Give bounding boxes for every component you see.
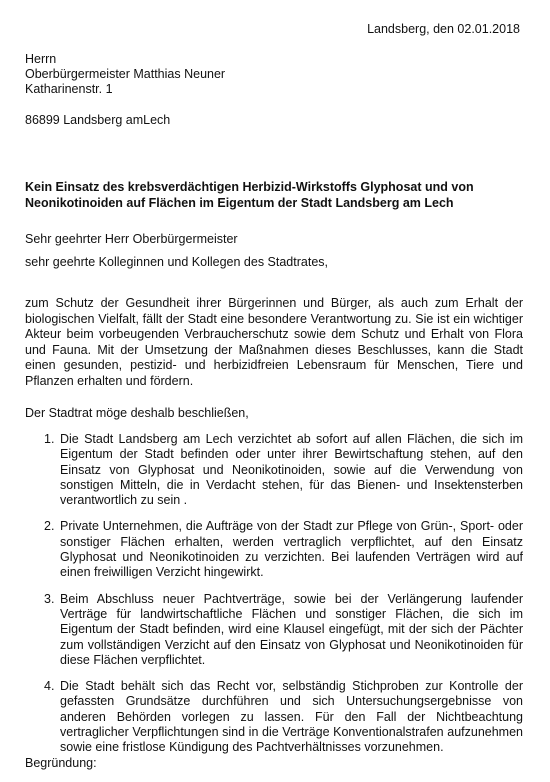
intro-paragraph: zum Schutz der Gesundheit ihrer Bürgerinnen und Bürger, als auch zum Erhalt der biologischen Vielfalt, fällt der Stadt eine besondere Verantwortung zu. Sie ist ein wichtiger Akteur beim vorbeugenden Verbraucherschutz sowie dem Schutz und Erhalt von Flora und Fauna. Mit der Umsetzung der Maßnahmen dieses Beschlusses, kann die Stadt einen gesunden, pestizid- und herbizidfreien Lebensraum für Menschen, Tiere und Pflanzen erhalten und fördern. <box>25 296 523 388</box>
recipient-name: Oberbürgermeister Matthias Neuner <box>25 67 226 81</box>
list-item <box>44 432 523 508</box>
list-item <box>44 592 523 668</box>
item-number: 4. <box>44 679 55 694</box>
place-date: Landsberg, den 02.01.2018 <box>367 22 520 36</box>
justification-heading: Begründung: <box>25 756 97 770</box>
recipient-address <box>25 52 225 128</box>
resolution-intro: Der Stadtrat möge deshalb beschließen, <box>25 406 249 420</box>
recipient-title: Herrn <box>25 52 57 66</box>
recipient-city: 86899 Landsberg amLech <box>25 113 171 127</box>
item-number: 2. <box>44 519 55 534</box>
item-text: Die Stadt Landsberg am Lech verzichtet ab sofort auf allen Flächen, die sich im Eigentum der Stadt befinden oder unter ihrer Bewirtschaftung stehen, auf den Einsatz von Glyphosat und Neonikotinoiden, sowie auf die Verwendung von sonstigen Mitteln, die in Verdacht stehen, für das Bienen- und Insektensterben verantwortlich zu sein . <box>60 432 523 508</box>
item-text: Die Stadt behält sich das Recht vor, selbständig Stichproben zur Kontrolle der gefassten Grundsätze durchführen und sich Untersuchungsergebnisse von anderen Behörden vorlegen zu lassen. Für den Fall der Nichtbeachtung vertraglicher Verpflichtungen sind in die Verträge Konventionalstrafen aufzunehmen sowie eine fristlose Kündigung des Pachtverhältnisses vorzunehmen. <box>60 679 523 755</box>
item-text: Private Unternehmen, die Aufträge von der Stadt zur Pflege von Grün-, Sport- oder sonstiger Flächen erhalten, werden vertraglich verpflichtet, auf den Einsatz Glyphosat und Neonikotinoiden zu verzichten. Bei laufenden Verträgen wird auf einen freiwilligen Verzicht hingewirkt. <box>60 519 523 580</box>
salutation-council: sehr geehrte Kolleginnen und Kollegen des Stadtrates, <box>25 255 328 269</box>
recipient-street: Katharinenstr. 1 <box>25 82 113 96</box>
item-number: 1. <box>44 432 55 446</box>
list-item <box>44 679 523 755</box>
letter-subject: Kein Einsatz des krebsverdächtigen Herbizid-Wirkstoffs Glyphosat und von Neonikotinoiden auf Flächen im Eigentum der Stadt Landsberg am Lech <box>25 180 474 210</box>
item-text: Beim Abschluss neuer Pachtverträge, sowie bei der Verlängerung laufender Verträge für landwirtschaftliche Flächen und sonstiger Flächen, die sich im Eigentum der Stadt befinden, wird eine Klausel eingefügt, mit der sich der Pächter zum vollständigen Verzicht auf den Einsatz von Glyphosat und Neonikotinoiden für diese Flächen verpflichtet. <box>60 591 523 667</box>
resolution-list <box>44 432 523 767</box>
salutation-mayor: Sehr geehrter Herr Oberbürgermeister <box>25 232 238 246</box>
list-item <box>44 519 523 580</box>
item-number: 3. <box>44 591 55 606</box>
